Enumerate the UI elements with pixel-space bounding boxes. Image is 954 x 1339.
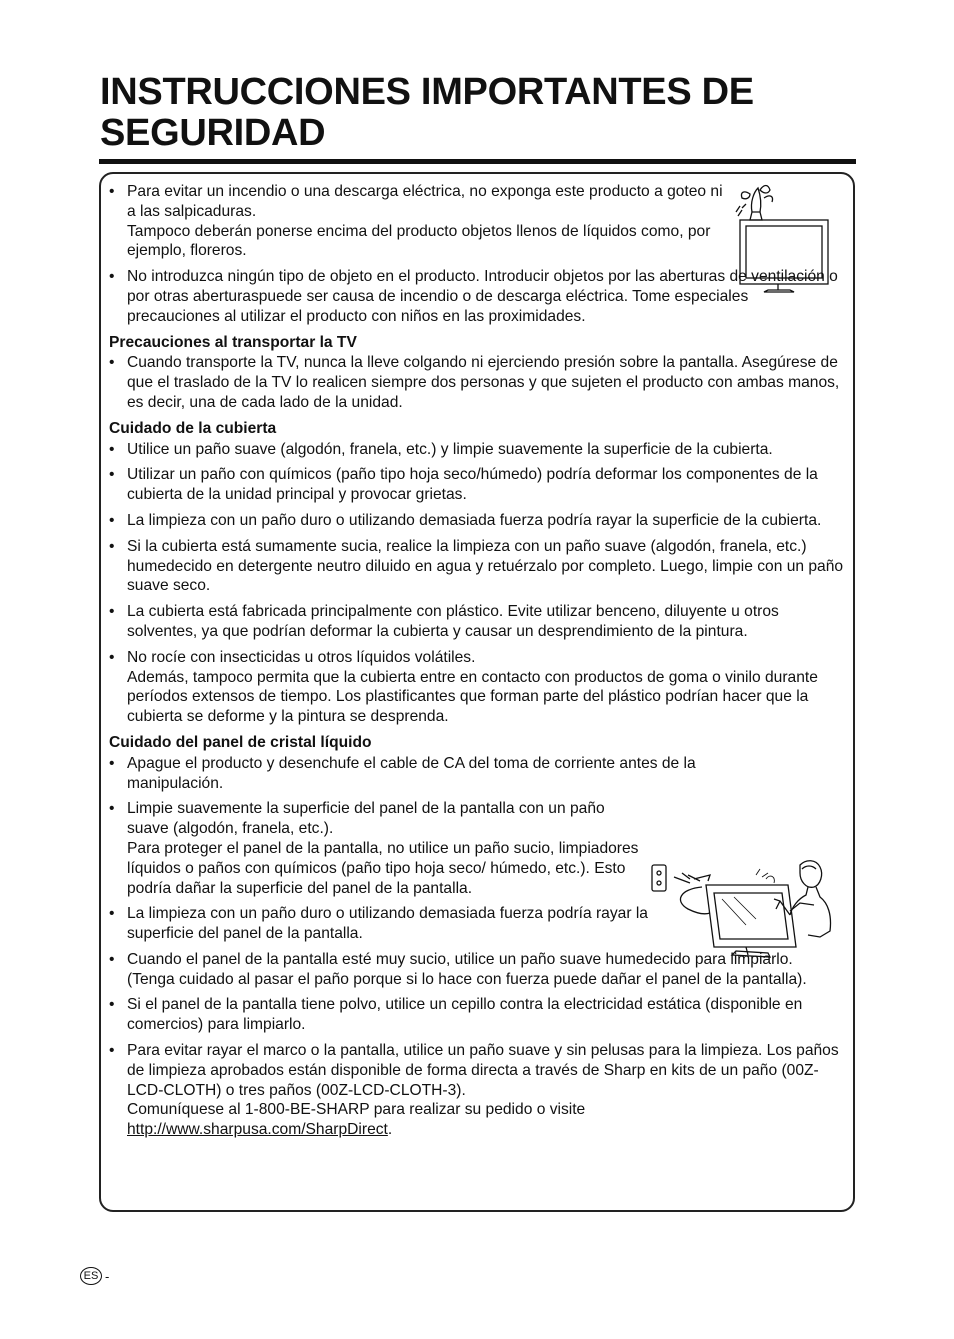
item-text: Si el panel de la pantalla tiene polvo, utilice un cepillo contra la electricidad estática (disponible en comercios) para limpiarlo.	[127, 996, 803, 1034]
item-text	[127, 1120, 844, 1140]
safety-content	[108, 182, 844, 1140]
list-item	[108, 950, 844, 990]
item-text: No rocíe con insecticidas u otros líquidos volátiles.	[127, 648, 476, 666]
bullet: •	[109, 511, 115, 529]
item-text: Si la cubierta está sumamente sucia, realice la limpieza con un paño suave (algodón, franela, etc.) humedecido en detergente neutro diluido en agua y retuérzalo por completo. Luego, limpie con un paño suave seco.	[127, 537, 844, 595]
item-text: Para proteger el panel de la pantalla, no utilice un paño sucio, limpiadores líquidos o paños con químicos (paño tipo hoja seco/ húmedo, etc.). Esto podría dañar la superficie del panel de la pantalla.	[127, 839, 639, 897]
list-item	[108, 1041, 844, 1140]
list-item	[108, 465, 844, 505]
bullet: •	[109, 466, 115, 484]
item-text: Utilice un paño suave (algodón, franela, etc.) y limpie suavemente la superficie de la cubierta.	[127, 440, 773, 458]
bullet: •	[109, 1042, 115, 1060]
bullet: •	[109, 754, 115, 772]
bullet: •	[109, 537, 115, 555]
item-text: No introduzca ningún tipo de objeto en el producto. Introducir objetos por las aberturas de ventilación o por otras aberturaspuede ser causa de incendio o de descarga eléctrica. Tome especiales precauciones al utilizar el producto con niños en las proximidades.	[127, 268, 838, 325]
bullet: •	[109, 268, 115, 286]
item-text: Para evitar rayar el marco o la pantalla, utilice un paño suave y sin pelusas para la limpieza. Los paños de limpieza aprobados están disponible de forma directa a través de Sharp en kits de un paño (00Z-LCD-CLOTH) o tres paños (00Z-LCD-CLOTH-3).	[127, 1042, 839, 1099]
bullet: •	[109, 800, 115, 818]
language-badge: ES	[80, 1267, 102, 1285]
item-text: Utilizar un paño con químicos (paño tipo hoja seco/húmedo) podría deformar los componentes de la cubierta de la unidad principal y provocar grietas.	[127, 466, 818, 504]
list-item	[108, 904, 672, 944]
list-item	[108, 602, 844, 642]
sharp-direct-link[interactable]: http://www.sharpusa.com/SharpDirect	[127, 1121, 388, 1139]
page-footer	[80, 1267, 109, 1285]
bullet: •	[109, 905, 115, 923]
item-text: Apague el producto y desenchufe el cable de CA del toma de corriente antes de la manipulación.	[127, 754, 696, 792]
section-heading: Cuidado del panel de cristal líquido	[109, 733, 372, 751]
list-item	[108, 799, 647, 898]
section-heading: Precauciones al transportar la TV	[109, 333, 357, 351]
list-item	[108, 511, 844, 531]
item-text: La limpieza con un paño duro o utilizando demasiada fuerza podría rayar la superficie de la cubierta.	[127, 511, 822, 529]
list-item	[108, 353, 844, 412]
item-text: Limpie suavemente la superficie del panel de la pantalla con un paño suave (algodón, franela, etc.).	[127, 800, 605, 838]
item-text-part: Comuníquese al 1-800-BE-SHARP para realizar su pedido o visite	[127, 1101, 586, 1119]
page-title: INSTRUCCIONES IMPORTANTES DE SEGURIDAD	[100, 71, 754, 154]
item-text: Además, tampoco permita que la cubierta entre en contacto con productos de goma o vinilo durante períodos extensos de tiempo. Los plastificantes que forman parte del plástico podrían hacer que la cubierta se deforme y la pintura se desprenda.	[127, 668, 818, 726]
item-text: Para evitar un incendio o una descarga eléctrica, no exponga este producto a goteo ni a las salpicaduras.	[127, 183, 723, 220]
item-text: Tampoco deberán ponerse encima del producto objetos llenos de líquidos como, por ejemplo, floreros.	[127, 222, 711, 260]
item-text: La limpieza con un paño duro o utilizando demasiada fuerza podría rayar la superficie del panel de la pantalla.	[127, 905, 648, 943]
link-suffix: .	[387, 1121, 393, 1139]
item-text: Cuando transporte la TV, nunca la lleve colgando ni ejerciendo presión sobre la pantalla. Asegúrese de que el traslado de la TV lo realicen siempre dos personas y que sujeten el producto con ambas manos, es decir, una de cada lado de la unidad.	[127, 354, 840, 411]
bullet: •	[109, 648, 115, 666]
list-item	[108, 648, 844, 727]
bullet: •	[109, 440, 115, 458]
bullet: •	[109, 603, 115, 621]
bullet: •	[109, 354, 115, 372]
page-marker: -	[105, 1268, 110, 1284]
section-heading: Cuidado de la cubierta	[109, 419, 277, 437]
item-text: La cubierta está fabricada principalmente con plástico. Evite utilizar benceno, diluyente u otros solventes, ya que podrían deformar la cubierta y causar un desprendimiento de la pintura.	[127, 603, 779, 640]
list-item	[108, 995, 844, 1035]
list-item	[108, 440, 844, 460]
bullet: •	[109, 183, 115, 200]
bullet: •	[109, 950, 115, 968]
bullet: •	[109, 996, 115, 1014]
list-item	[108, 267, 844, 326]
title-underline	[99, 159, 856, 164]
list-item	[108, 754, 844, 794]
list-item	[108, 537, 844, 596]
list-item	[108, 182, 727, 261]
item-text	[127, 1100, 844, 1120]
item-text: Cuando el panel de la pantalla esté muy sucio, utilice un paño suave humedecido para limpiarlo. (Tenga cuidado al pasar el paño porque si lo hace con fuerza puede dañar el panel de la pantalla).	[127, 950, 807, 988]
